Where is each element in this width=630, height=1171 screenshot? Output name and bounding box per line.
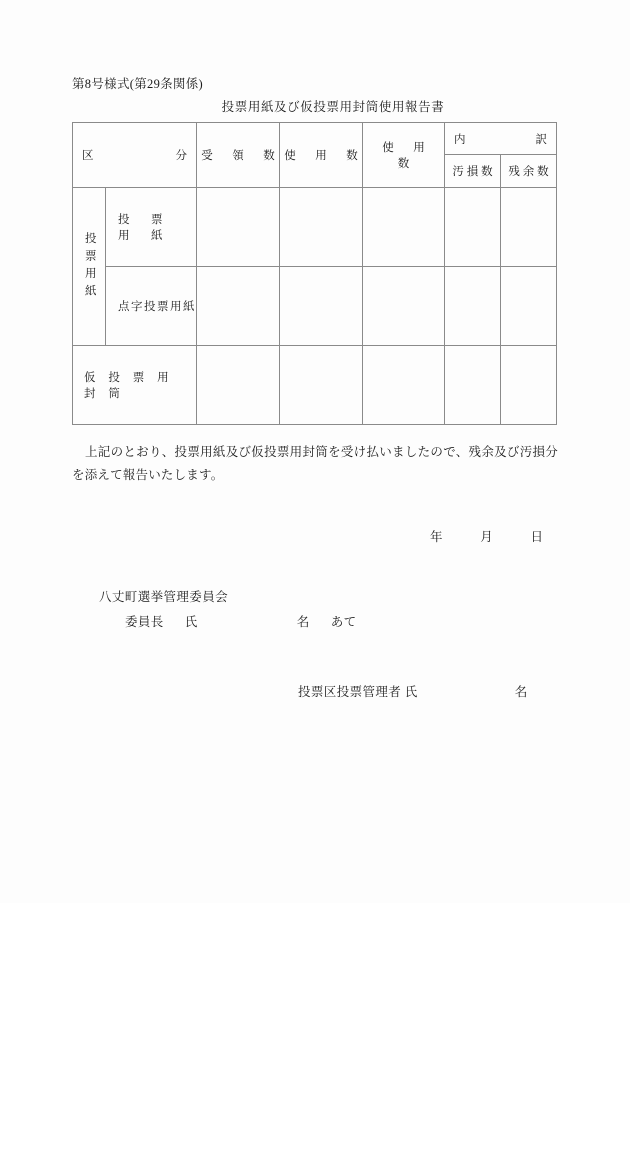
signer-given-label: 名: [514, 685, 528, 699]
addressee-block: [99, 585, 357, 635]
date-year-label: 年: [430, 530, 444, 544]
cell-receipt-envelope[interactable]: [197, 346, 280, 425]
header-cell-receipt-count: [197, 123, 280, 188]
row-label-provisional-envelope: [73, 346, 197, 425]
header-kubun-left: 区: [82, 150, 94, 162]
row-group-label-ballot-paper: [73, 188, 106, 346]
date-month-label: 月: [480, 530, 494, 544]
addressee-suffix: あて: [330, 615, 357, 629]
cell-damaged-braille[interactable]: [445, 267, 501, 346]
cell-used1-envelope[interactable]: [280, 346, 363, 425]
statement-line-2: えて報告いたします。: [97, 468, 224, 483]
addressee-given-label: 名: [296, 615, 310, 629]
header-kubun-right: 分: [175, 150, 187, 162]
addressee-surname-label: 氏: [184, 615, 198, 629]
header-remaining-count-label: 残 余 数: [508, 166, 549, 178]
header-cell-uchiwake: [445, 123, 557, 155]
header-cell-kubun: [73, 123, 197, 188]
addressee-organization: 八丈町選挙管理委員会: [99, 590, 229, 604]
header-damaged-count-label: 汚 損 数: [452, 166, 493, 178]
row-group-label-text: 投票用紙: [83, 231, 96, 302]
usage-report-table-wrapper: [72, 122, 556, 425]
addressee-role-line: [99, 610, 357, 635]
signer-role: 投票区投票管理者: [298, 685, 402, 699]
date-line: [430, 527, 544, 545]
cell-receipt-braille[interactable]: [197, 267, 280, 346]
header-used-count-1-label: 使 用 数: [284, 150, 362, 162]
document-title: 投票用紙及び仮投票用封筒使用報告書: [221, 100, 445, 114]
header-cell-used-count-2: [363, 123, 445, 188]
header-cell-remaining-count: [501, 155, 557, 188]
cell-used1-ballot-paper[interactable]: [280, 188, 363, 267]
cell-remaining-envelope[interactable]: [501, 346, 557, 425]
row-label-text: 投 票 用 紙: [118, 214, 184, 242]
table-row: [73, 267, 557, 346]
statement-paragraph: [72, 441, 558, 487]
date-day-label: 日: [530, 530, 544, 544]
cell-used1-braille[interactable]: [280, 267, 363, 346]
statement-line-1: 上記のとおり、投票用紙及び仮投票用封筒を受け払いましたので、残余及び汚損分を添: [72, 445, 558, 483]
cell-used2-envelope[interactable]: [363, 346, 445, 425]
cell-used2-ballot-paper[interactable]: [363, 188, 445, 267]
addressee-role: 委員長: [125, 615, 164, 629]
header-used-count-2-label: 使 用 数: [382, 142, 445, 170]
table-row: [73, 188, 557, 267]
row-label-text: 仮 投 票 用 封 筒: [84, 372, 174, 400]
row-label-braille-ballot-paper: [106, 267, 197, 346]
form-number: 第8号様式(第29条関係): [72, 77, 203, 91]
cell-used2-braille[interactable]: [363, 267, 445, 346]
header-cell-damaged-count: [445, 155, 501, 188]
row-label-text: 点字投票用紙: [118, 301, 196, 313]
table-header-row-top: [73, 123, 557, 155]
cell-remaining-braille[interactable]: [501, 267, 557, 346]
signer-block: [298, 682, 528, 700]
row-label-ballot-paper: [106, 188, 197, 267]
header-cell-used-count-1: [280, 123, 363, 188]
signer-surname-label: 氏: [404, 685, 418, 699]
cell-receipt-ballot-paper[interactable]: [197, 188, 280, 267]
table-row: [73, 346, 557, 425]
cell-damaged-envelope[interactable]: [445, 346, 501, 425]
usage-report-table: [72, 122, 557, 425]
header-uchiwake-right: 訳: [535, 133, 547, 146]
cell-remaining-ballot-paper[interactable]: [501, 188, 557, 267]
cell-damaged-ballot-paper[interactable]: [445, 188, 501, 267]
header-uchiwake-left: 内: [454, 133, 466, 146]
header-receipt-count-label: 受 領 数: [201, 150, 279, 162]
